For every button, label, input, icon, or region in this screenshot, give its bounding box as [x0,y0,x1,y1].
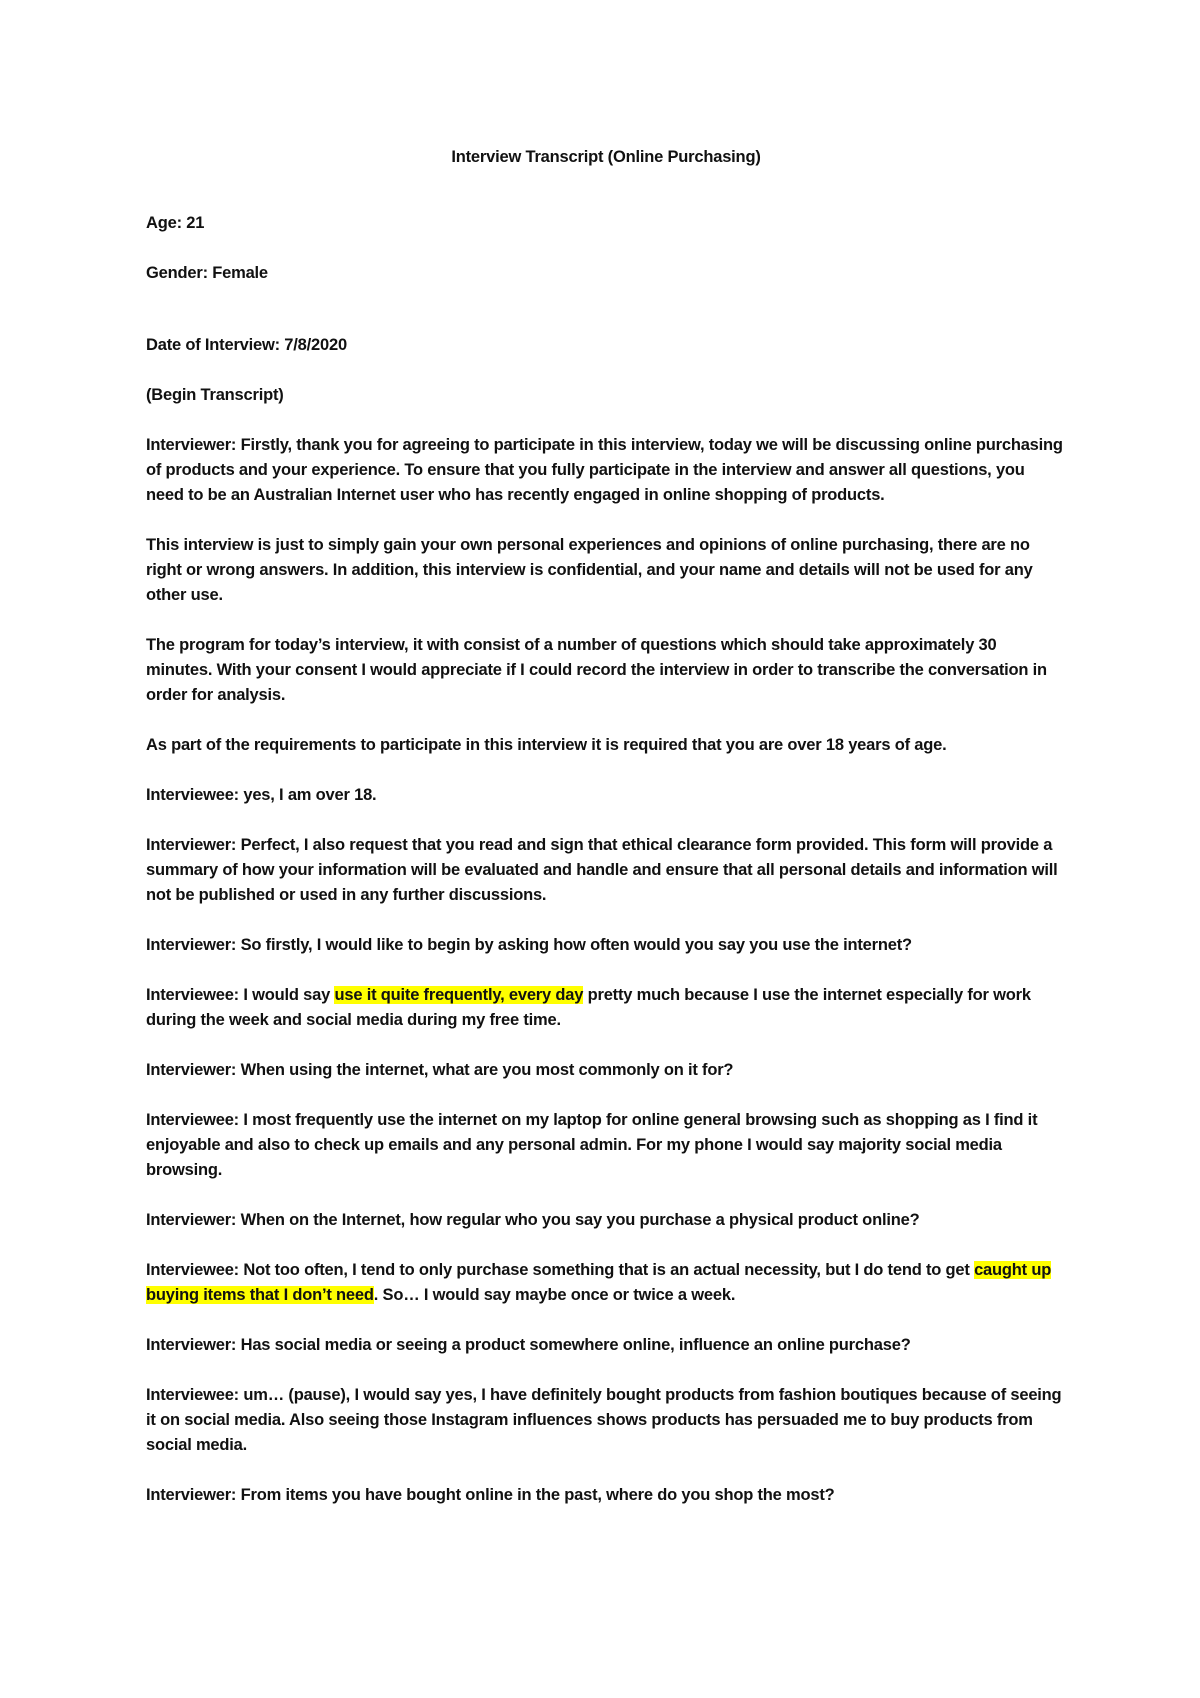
transcript-paragraph-1: Interviewer: Firstly, thank you for agreeing to participate in this interview, today we will be discussing online purchasing of products and your experience. To ensure that you fully participate in the interview and answer all questions, you need to be an Australian Internet user who has recently engaged in online shopping of products. [146,436,1063,504]
highlighted-phrase-1: use it quite frequently, every day [334,986,584,1004]
transcript-paragraph-4: As part of the requirements to participate in this interview it is required that you are over 18 years of age. [146,736,947,754]
transcript-paragraph-7: Interviewer: So firstly, I would like to begin by asking how often would you say you use the internet? [146,936,912,954]
transcript-paragraph-14: Interviewee: um… (pause), I would say yes, I have definitely bought products from fashion boutiques because of seeing it on social media. Also seeing those Instagram influences shows products has persuaded me to buy products from social media. [146,1386,1062,1454]
transcript-paragraph-3: The program for today’s interview, it with consist of a number of questions which should take approximately 30 minutes. With your consent I would appreciate if I could record the interview in order to transcribe the conversation in order for analysis. [146,636,1047,704]
paragraph-8-text-end: pretty much because I use the internet especially for work during the week and social media during my free time. [146,986,1031,1029]
highlighted-phrase-2: caught up buying items that I don’t need [146,1261,1052,1304]
interview-date-field: Date of Interview: 7/8/2020 [146,336,347,354]
paragraph-12-text-end: . So… I would say maybe once or twice a week. [373,1286,736,1304]
transcript-paragraph-5: Interviewee: yes, I am over 18. [146,786,377,804]
paragraph-12-text-start: Interviewee: Not too often, I tend to only purchase something that is an actual necessity, but I do tend to get [146,1261,975,1279]
document-body [146,145,1066,1533]
transcript-paragraph-15: Interviewer: From items you have bought online in the past, where do you shop the most? [146,1486,835,1504]
transcript-paragraph-8 [146,983,1066,1033]
transcript-paragraph-2: This interview is just to simply gain your own personal experiences and opinions of online purchasing, there are no right or wrong answers. In addition, this interview is confidential, and your name and details will not be used for any other use. [146,536,1033,604]
paragraph-8-text-start: Interviewee: I would say [146,986,335,1004]
document-title: Interview Transcript (Online Purchasing) [451,148,761,166]
transcript-paragraph-6: Interviewer: Perfect, I also request that you read and sign that ethical clearance form provided. This form will provide a summary of how your information will be evaluated and handle and ensure that all personal details and information will not be published or used in any further discussions. [146,836,1058,904]
begin-transcript-marker: (Begin Transcript) [146,386,284,404]
gender-field: Gender: Female [146,264,268,282]
transcript-paragraph-11: Interviewer: When on the Internet, how regular who you say you purchase a physical product online? [146,1211,920,1229]
transcript-paragraph-10: Interviewee: I most frequently use the internet on my laptop for online general browsing such as shopping as I find it enjoyable and also to check up emails and any personal admin. For my phone I would say majority social media browsing. [146,1111,1038,1179]
transcript-paragraph-12 [146,1258,1066,1308]
transcript-paragraph-13: Interviewer: Has social media or seeing a product somewhere online, influence an online purchase? [146,1336,911,1354]
transcript-paragraph-9: Interviewer: When using the internet, what are you most commonly on it for? [146,1061,734,1079]
age-field: Age: 21 [146,214,205,232]
